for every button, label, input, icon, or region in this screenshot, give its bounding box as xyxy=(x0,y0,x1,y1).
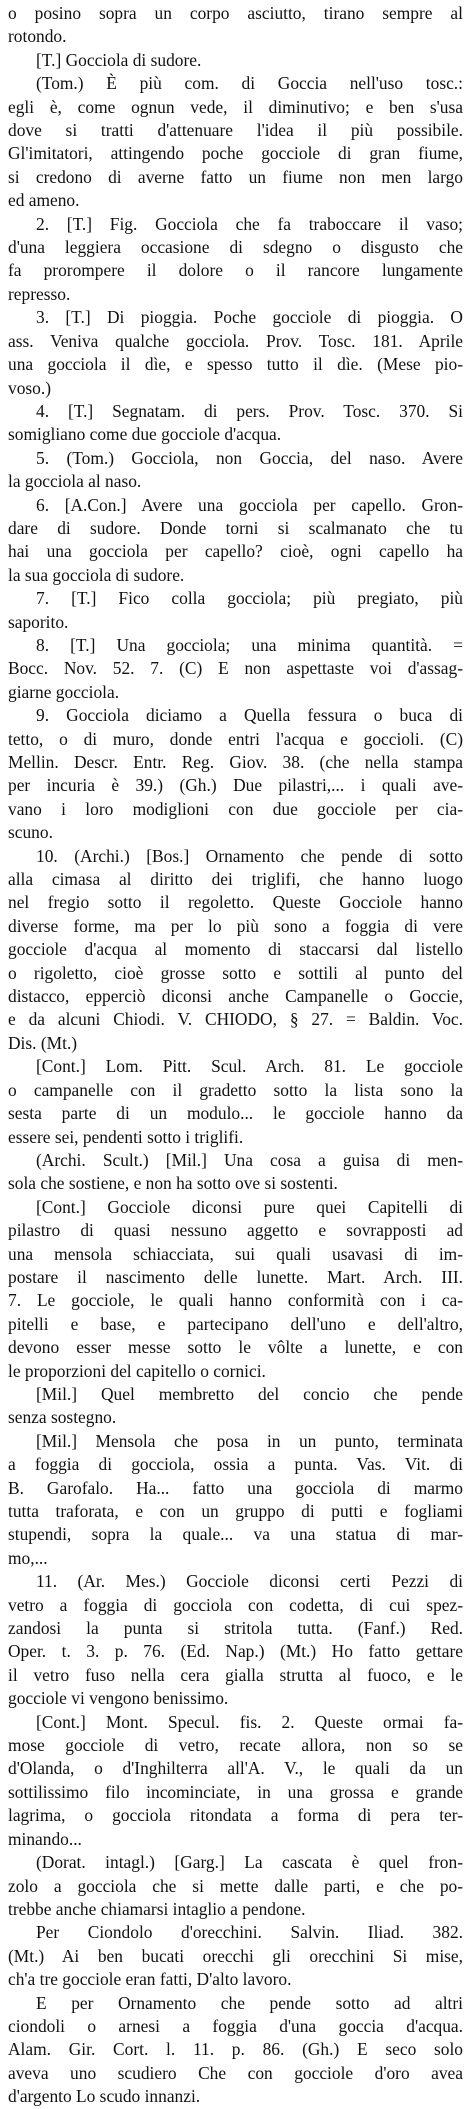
text-line: Mellin. Descr. Entr. Reg. Giov. 38. (che nella stampa xyxy=(8,752,463,772)
text-line: mo,... xyxy=(8,1547,48,1568)
text-line: sottilissimo filo incominciate, in una grossa e grande xyxy=(8,1781,463,1802)
text-line: fa prorompere il dolore o il rancore lungamente xyxy=(8,260,463,281)
text-line: pilastro di quasi nessuno aggetto e sovrapposti ad xyxy=(8,1220,463,1241)
text-line: minando... xyxy=(8,1828,82,1849)
text-line: per incuria è 39.) (Gh.) Due pilastri,... i quali ave- xyxy=(8,775,463,796)
text-line: E per Ornamento che pende sotto ad altri xyxy=(36,1992,463,2013)
text-line: [Mil.] Mensola che posa in un punto, terminata xyxy=(36,1430,463,1451)
text-line: Alam. Gir. Cort. l. 11. p. 86. (Gh.) E seco solo xyxy=(8,2039,463,2060)
text-line: voso.) xyxy=(8,377,51,398)
text-line: 5. (Tom.) Gocciola, non Goccia, del naso. Avere xyxy=(36,447,463,468)
text-line: distacco, epperciò diconsi anche Campanelle o Goccie, xyxy=(8,986,463,1007)
text-line: o posino sopra un corpo asciutto, tirano sempre al xyxy=(8,3,463,23)
text-line: o rigoletto, cioè grosse sotto e sottili al punto del xyxy=(8,962,463,983)
text-line: ass. Veniva qualche gocciola. Prov. Tosc. 181. Aprile xyxy=(8,330,463,351)
text-line: una gocciola il dìe, e spesso tutto il dìe. (Mese pio- xyxy=(8,354,463,375)
text-line: mose gocciole di vetro, recate allora, non so se xyxy=(8,1735,463,1756)
text-line: trebbe anche chiamarsi intaglio a pendone. xyxy=(8,1898,306,1919)
text-line: [Cont.] Mont. Specul. fis. 2. Queste ormai fa- xyxy=(36,1711,463,1732)
text-line: [Cont.] Lom. Pitt. Scul. Arch. 81. Le gocciole xyxy=(36,1056,463,1077)
text-line: (Tom.) È più com. di Goccia nell'uso tosc.: xyxy=(36,73,463,94)
text-line: tutta traforata, e con un gruppo di putti e fogliami xyxy=(8,1501,463,1521)
text-line: le proporzioni del capitello o cornici. xyxy=(8,1360,266,1381)
text-line: B. Garofalo. Ha... fatto una gocciola di marmo xyxy=(8,1477,463,1498)
text-line: scuno. xyxy=(8,822,53,843)
text-line: (Dorat. intagl.) [Garg.] La cascata è quel fron- xyxy=(36,1852,463,1873)
text-line: d'Olanda, o d'Inghilterra all'A. V., le quali da un xyxy=(8,1758,463,1779)
text-line: pitelli e base, e partecipano dell'uno e dell'altro, xyxy=(8,1313,463,1334)
text-line: d'una leggiera occasione di sdegno o disgusto che xyxy=(8,237,463,258)
text-line: 7. [T.] Fico colla gocciola; più pregiato, più xyxy=(36,588,463,609)
text-line: postare il nascimento delle lunette. Mart. Arch. III. xyxy=(8,1266,463,1287)
text-line: gocciole d'acqua al momento di staccarsi dal listello xyxy=(8,939,463,960)
text-line: sola che sostiene, e non ha sotto ove si sostenti. xyxy=(8,1173,338,1194)
text-line: zolo a gocciola che si mette dalle parti, e che po- xyxy=(8,1875,463,1896)
text-line: gocciole vi vengono benissimo. xyxy=(8,1688,229,1709)
text-line: d'argento Lo scudo innanzi. xyxy=(8,2086,201,2107)
text-line: 9. Gocciola diciamo a Quella fessura o buca di xyxy=(36,705,463,726)
text-line: Gl'imitatori, attingendo poche gocciole di gran fiume, xyxy=(8,143,463,164)
text-line: aveva uno scudiero Che con gocciole d'oro avea xyxy=(8,2062,463,2083)
text-line: il vetro fuso nella cera gialla strutta al fuoco, e le xyxy=(8,1664,463,1685)
text-line: [Cont.] Gocciole diconsi pure quei Capitelli di xyxy=(36,1196,463,1217)
text-line: zandosi la punta si stritola tutta. (Fanf.) Red. xyxy=(8,1618,463,1639)
text-line: rotondo. xyxy=(8,26,67,47)
text-line: 2. [T.] Fig. Gocciola che fa traboccare il vaso; xyxy=(36,213,463,234)
text-line: si credono di averne fatto un fiume non men largo xyxy=(8,166,463,187)
text-line: represso. xyxy=(8,283,71,304)
text-line: senza sostegno. xyxy=(8,1407,117,1428)
text-line: a foggia di gocciola, ossia a punta. Vas. Vit. di xyxy=(8,1454,463,1475)
text-line: 11. (Ar. Mes.) Gocciole diconsi certi Pezzi di xyxy=(36,1571,463,1592)
text-line: 10. (Archi.) [Bos.] Ornamento che pende di sotto xyxy=(36,845,463,866)
text-line: tetto, o di muro, donde entri l'acqua e goccioli. (C) xyxy=(8,728,463,749)
text-line: la gocciola al naso. xyxy=(8,471,142,492)
text-line: essere sei, pendenti sotto i triglifi. xyxy=(8,1126,244,1147)
text-line: [Mil.] Quel membretto del concio che pende xyxy=(36,1383,463,1404)
text-line: e da alcuni Chiodi. V. CHIODO, § 27. = Baldin. Voc. xyxy=(8,1009,463,1030)
text-line: la sua gocciola di sudore. xyxy=(8,564,185,585)
text-line: diverse forme, ma per lo più sono a foggia di vere xyxy=(8,915,463,936)
text-line: 8. [T.] Una gocciola; una minima quantità. = xyxy=(36,634,463,655)
text-line: (Archi. Scult.) [Mil.] Una cosa a guisa di men- xyxy=(36,1149,463,1170)
text-line: saporito. xyxy=(8,611,69,632)
text-line: 4. [T.] Segnatam. di pers. Prov. Tosc. 370. Si xyxy=(36,400,463,421)
text-line: vetro a foggia di gocciola con codetta, di cui spez- xyxy=(8,1594,463,1615)
text-line: Bocc. Nov. 52. 7. (C) E non aspettaste voi d'assag- xyxy=(8,658,463,679)
text-line: giarne gocciola. xyxy=(8,681,120,702)
text-line: 6. [A.Con.] Avere una gocciola per capello. Gron- xyxy=(36,494,463,515)
text-line: egli è, come ognun vede, il diminutivo; e ben s'usa xyxy=(8,96,463,117)
text-line: o campanelle con il gradetto sotto la lista sono la xyxy=(8,1079,463,1100)
text-line: dare di sudore. Donde torni si scalmanato che tu xyxy=(8,517,463,538)
text-line: ed ameno. xyxy=(8,190,80,211)
text-line: una mensola schiacciata, sui quali usavasi di im- xyxy=(8,1243,463,1264)
text-line: 7. Le gocciole, le quali hanno conformità con i ca- xyxy=(8,1290,463,1311)
text-line: somigliano come due gocciole d'acqua. xyxy=(8,424,282,445)
text-line: vano i loro modiglioni con due gocciole per cia- xyxy=(8,798,463,819)
text-line: nel fregio sotto il regoletto. Queste Gocciole hanno xyxy=(8,892,463,913)
text-line: stupendi, sopra la quale... va una statua di mar- xyxy=(8,1524,463,1545)
text-line: ciondoli o arnesi a foggia d'una goccia d'acqua. xyxy=(8,2015,463,2036)
text-line: dove si tratti d'attenuare l'idea il più possibile. xyxy=(8,120,463,141)
text-line: Per Ciondolo d'orecchini. Salvin. Iliad. 382. xyxy=(36,1922,463,1943)
text-line: (Mt.) Ai ben bucati orecchi gli orecchini Si mise, xyxy=(8,1945,463,1966)
text-line: devono esser messe sotto le vôlte a lunette, e con xyxy=(8,1337,463,1358)
text-line: Dis. (Mt.) xyxy=(8,1032,78,1053)
text-line: ch'a tre gocciole eran fatti, D'alto lavoro. xyxy=(8,1969,292,1990)
text-line: sesta parte di un modulo... le gocciole hanno da xyxy=(8,1103,463,1124)
text-line: lagrima, o gocciola ritondata a forma di pera ter- xyxy=(8,1805,463,1826)
text-line: Oper. t. 3. p. 76. (Ed. Nap.) (Mt.) Ho fatto gettare xyxy=(8,1641,463,1662)
text-line: 3. [T.] Di pioggia. Poche gocciole di pioggia. O xyxy=(36,307,463,328)
text-line: hai una gocciola per capello? cioè, ogni capello ha xyxy=(8,541,463,562)
text-line: [T.] Gocciola di sudore. xyxy=(36,49,202,70)
text-line: alla cimasa al diritto dei triglifi, che hanno luogo xyxy=(8,869,463,890)
